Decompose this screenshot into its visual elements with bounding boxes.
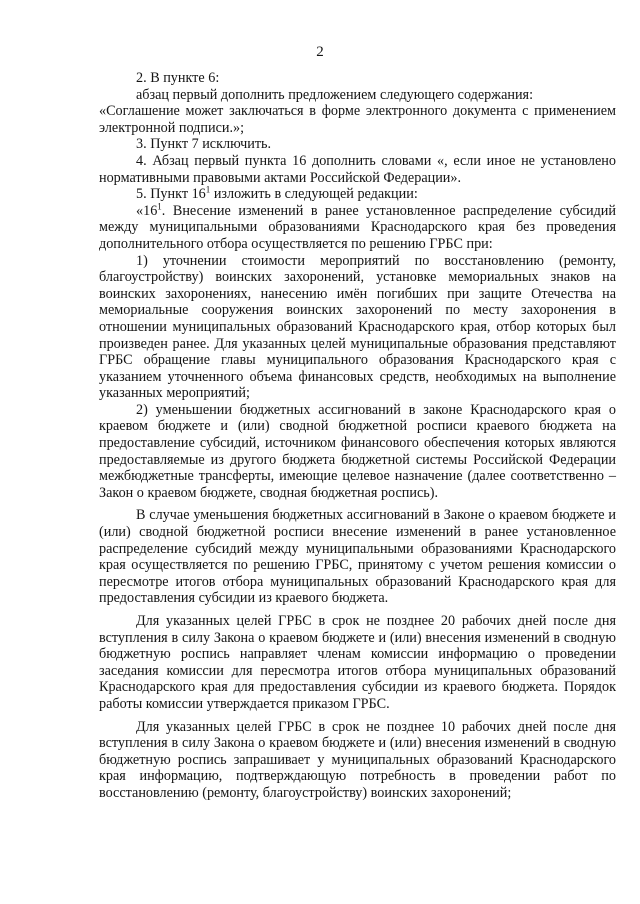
paragraph-text: «16 [136, 202, 158, 219]
page-number: 2 [316, 44, 324, 60]
paragraph: 3. Пункт 7 исключить. [136, 136, 272, 153]
paragraph: 4. Абзац первый пункта 16 дополнить словами «, если иное не установлено нормативными правовыми актами Российской Федерации». [99, 152, 616, 186]
paragraph-text: 5. Пункт 16 [136, 186, 206, 203]
paragraph: 2. В пункте 6: [136, 70, 220, 86]
paragraph: «Соглашение может заключаться в форме электронного документа с применением электронной подписи.»; [99, 103, 616, 136]
paragraph: 1) уточнении стоимости мероприятий по восстановлению (ремонту, благоустройству) воинских захоронений, установке мемориальных знаков на воинских захоронениях, нанесению имён погибших при защите Отечества на мемориальные сооружения воинских захоронений по месту захоронения в отношении муниципальных образований Краснодарского края, отбор которых был произведен ранее. Для указанных целей муниципальные образования представляют ГРБС обращение главы муниципального образования Краснодарского края с указанием уточненного объема финансовых средств, необходимых на выполнение указанных мероприятий; [99, 252, 616, 402]
paragraph-text: . Внесение изменений в ранее установленное распределение субсидий между муниципальными образованиями Краснодарского края без проведения дополнительного отбора осуществляется по решению ГРБС при: [99, 202, 616, 252]
paragraph [99, 203, 616, 253]
paragraph [99, 186, 616, 203]
paragraph-text: изложить в следующей редакции: [210, 186, 418, 203]
document-body [99, 70, 616, 802]
paragraph: В случае уменьшения бюджетных ассигнований в Законе о краевом бюджете и (или) сводной бюджетной росписи внесение изменений в ранее установленное распределение субсидий между муниципальными образованиями Краснодарского края осуществляется по решению ГРБС, принятому с учетом решения комиссии о пересмотре итогов отбора муниципальных образований Краснодарского края для предоставления субсидии из краевого бюджета. [99, 507, 616, 607]
paragraph: Для указанных целей ГРБС в срок не позднее 20 рабочих дней после дня вступления в силу Закона о краевом бюджете и (или) внесения изменений в сводную бюджетную роспись направляет членам комиссии информацию о проведении заседания комиссии для пересмотра итогов отбора муниципальных образований Краснодарского края для предоставления субсидии из краевого бюджета. Порядок работы комиссии утверждается приказом ГРБС. [99, 613, 616, 712]
superscript: 1 [205, 184, 211, 195]
superscript: 1 [157, 201, 162, 212]
paragraph: абзац первый дополнить предложением следующего содержания: [136, 86, 534, 103]
paragraph: 2) уменьшении бюджетных ассигнований в законе Краснодарского края о краевом бюджете и (или) сводной бюджетной росписи краевого бюджета на предоставление субсидий, источником финансового обеспечения которых являются предоставляемые из другого бюджета бюджетной системы Российской Федерации межбюджетные трансферты, имеющие целевое назначение (далее соответственно – Закон о краевом бюджете, сводная бюджетная роспись). [99, 401, 616, 501]
paragraph: Для указанных целей ГРБС в срок не позднее 10 рабочих дней после дня вступления в силу Закона о краевом бюджете и (или) внесения изменений в сводную бюджетную роспись запрашивает у муниципальных образований Краснодарского края информацию, подтверждающую потребность в проведении работ по восстановлению (ремонту, благоустройству) воинских захоронений; [99, 718, 616, 801]
